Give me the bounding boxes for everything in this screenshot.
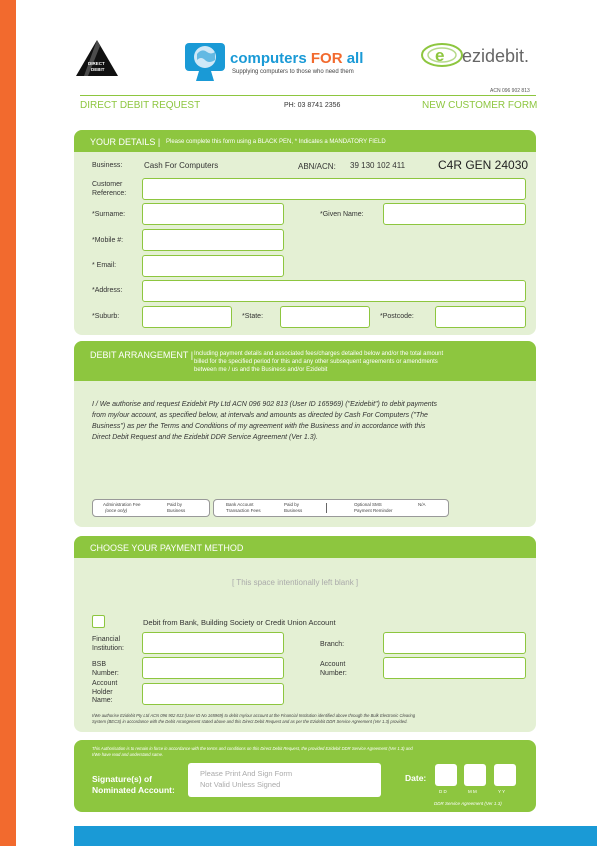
ddr-version-note: DDR Service Agreement (Ver 1.3): [434, 801, 502, 806]
abn-label: ABN/ACN:: [298, 162, 336, 171]
bank-debit-checkbox[interactable]: [92, 615, 105, 628]
email-field[interactable]: [142, 255, 284, 277]
signature-field[interactable]: Please Print And Sign Form Not Valid Unless Signed: [188, 763, 381, 797]
financial-institution-label: Financial Institution:: [92, 636, 124, 652]
mobile-field[interactable]: [142, 229, 284, 251]
given-name-label: *Given Name:: [320, 211, 364, 218]
surname-label: *Surname:: [92, 211, 126, 218]
branch-label: Branch:: [320, 641, 345, 648]
acn-number: ACN 096 902 813: [490, 88, 530, 94]
date-month-field[interactable]: [464, 764, 486, 786]
payment-method-header: CHOOSE YOUR PAYMENT METHOD: [74, 536, 536, 558]
business-value: Cash For Computers: [144, 161, 219, 170]
computers-for-all-wordmark: computers FOR all: [230, 50, 364, 67]
address-field[interactable]: [142, 280, 526, 302]
debit-arrangement-header: DEBIT ARRANGEMENT | Including payment details and associated fees/charges detailed below and/or the total amount billed for the specified period for this and any other subsequent agreements or amendments between me / us and the Business and/or Ezidebit: [74, 341, 536, 381]
abn-value: 39 130 102 411: [350, 161, 406, 170]
mobile-label: *Mobile #:: [92, 237, 124, 244]
bsb-field[interactable]: [142, 657, 284, 679]
becs-fine-print: I/We authorise Ezidebit Pty Ltd ACN 096 902 813 (User ID No 165969) to debit my/our account at the Financial Institution identified above through the Bulk Electronic Clearing System (BECS) in accordance with the Debit Arrangement stated above and this Direct Debit Request and as per the Ezidebit DDR Service Agreement (Ver 1.3) provided.: [92, 713, 416, 724]
customer-ref-label-1: Customer: [92, 181, 123, 188]
admin-fee-box: Administration Fee (once only) Paid by Business: [92, 499, 210, 517]
customer-code: C4R GEN 24030: [438, 158, 529, 172]
your-details-header: YOUR DETAILS | Please complete this form using a BLACK PEN, * Indicates a MANDATORY FIELD: [74, 130, 536, 152]
orange-side-bar: [0, 0, 16, 846]
business-label: Business:: [92, 162, 123, 169]
authorisation-note: This Authorisation is to remain in force in accordance with the terms and conditions on this Direct Debit Request, the provided Ezidebit DDR Service Agreement (Ver 1.3) and I/We have read and understand same.: [92, 746, 413, 757]
account-holder-label: Account Holder Name:: [92, 680, 118, 704]
date-label: Date:: [405, 773, 427, 783]
date-dd-hint: D D: [439, 789, 447, 794]
dd-logo-text-1: DIRECT: [88, 61, 105, 66]
direct-debit-request-title: DIRECT DEBIT REQUEST: [80, 100, 201, 111]
postcode-field[interactable]: [435, 306, 526, 328]
bank-debit-label: Debit from Bank, Building Society or Credit Union Account: [143, 618, 336, 627]
given-name-field[interactable]: [383, 203, 526, 225]
computer-globe-icon: [182, 40, 228, 84]
date-day-field[interactable]: [435, 764, 457, 786]
email-label: * Email:: [92, 262, 117, 269]
ezidebit-swirl-icon: [420, 40, 464, 70]
direct-debit-logo: [76, 38, 118, 78]
bsb-label: BSB Number:: [92, 661, 119, 677]
postcode-label: *Postcode:: [380, 313, 414, 320]
branch-field[interactable]: [383, 632, 526, 654]
state-field[interactable]: [280, 306, 370, 328]
financial-institution-field[interactable]: [142, 632, 284, 654]
account-holder-field[interactable]: [142, 683, 284, 705]
new-customer-form-title: NEW CUSTOMER FORM: [422, 100, 538, 111]
address-label: *Address:: [92, 287, 123, 294]
date-mm-hint: M M: [468, 789, 477, 794]
suburb-label: *Suburb:: [92, 313, 120, 320]
cfa-tagline: Supplying computers to those who need them: [232, 69, 354, 75]
signature-label: Signature(s) of Nominated Account:: [92, 774, 175, 795]
svg-text:e: e: [435, 46, 445, 65]
account-number-field[interactable]: [383, 657, 526, 679]
blank-space-note: [ This space intentionally left blank ]: [232, 578, 359, 587]
authorisation-paragraph: I / We authorise and request Ezidebit Pty Ltd ACN 096 902 813 (User ID 165969) ("Ezidebit") to debit payments from my/our account, as specified below, at intervals and amounts as directed by Cash For Computers ("The Business") as per the Terms and Conditions of my agreement with the Business and in accordance with this Direct Debit Request and the Ezidebit DDR Service Agreement (Ver 1.3).: [92, 401, 438, 441]
blue-footer-bar: [74, 826, 597, 846]
transaction-fee-box: Bank Account Transaction Fees Paid by Business Optional SMS Payment Reminder N/A: [213, 499, 449, 517]
state-label: *State:: [242, 313, 264, 320]
phone-number: PH: 03 8741 2356: [284, 102, 341, 109]
ezidebit-wordmark: ezidebit.: [462, 46, 530, 66]
customer-reference-field[interactable]: [142, 178, 526, 200]
header-divider: [80, 95, 536, 96]
date-yy-hint: Y Y: [498, 789, 506, 794]
account-number-label: Account Number:: [320, 661, 347, 677]
customer-ref-label-2: Reference:: [92, 190, 127, 197]
dd-logo-text-2: DEBIT: [91, 67, 105, 72]
date-year-field[interactable]: [494, 764, 516, 786]
suburb-field[interactable]: [142, 306, 232, 328]
surname-field[interactable]: [142, 203, 284, 225]
